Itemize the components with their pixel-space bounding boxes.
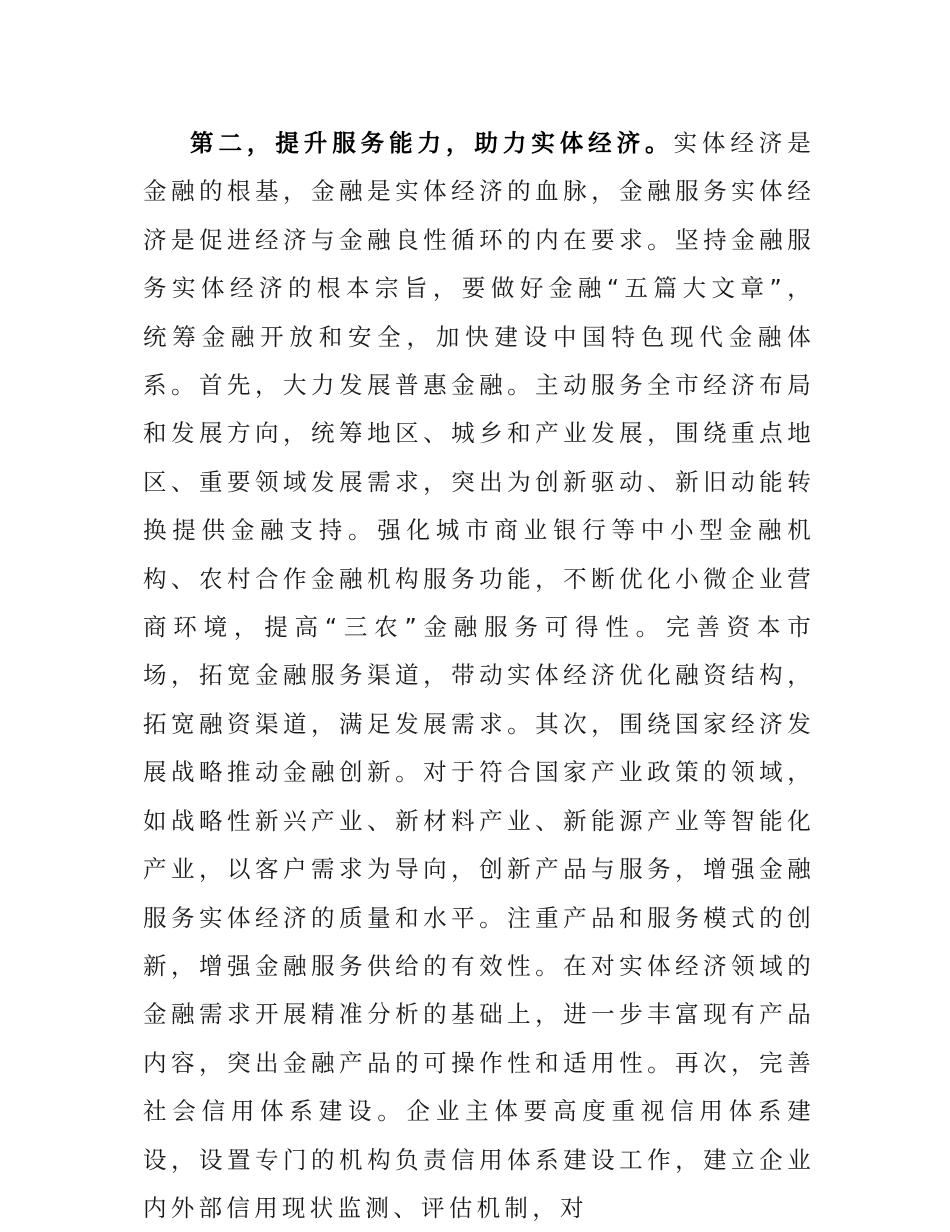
paragraph-body-text: 实体经济是金融的根基，金融是实体经济的血脉，金融服务实体经济是促进经济与金融良性循环的内在要求。坚持金融服务实体经济的根本宗旨，要做好金融“五篇大文章”，统筹金融开放和安全，加快建设中国特色现代金融体系。首先，大力发展普惠金融。主动服务全市经济布局和发展方向，统筹地区、城乡和产业发展，围绕重点地区、重要领域发展需求，突出为创新驱动、新旧动能转换提供金融支持。强化城市商业银行等中小型金融机构、农村合作金融机构服务功能，不断优化小微企业营商环境，提高“三农”金融服务可得性。完善资本市场，拓宽金融服务渠道，带动实体经济优化融资结构，拓宽融资渠道，满足发展需求。其次，围绕国家经济发展战略推动金融创新。对于符合国家产业政策的领域，如战略性新兴产业、新材料产业、新能源产业等智能化产业，以客户需求为导向，创新产品与服务，增强金融服务实体经济的质量和水平。注重产品和服务模式的创新，增强金融服务供给的有效性。在对实体经济领域的金融需求开展精准分析的基础上，进一步丰富现有产品内容，突出金融产品的可操作性和适用性。再次，完善社会信用体系建设。企业主体要高度重视信用体系建设，设置专门的机构负责信用体系建设工作，建立企业内外部信用现状监测、评估机制，对 — [143, 129, 816, 1222]
body-paragraph — [143, 119, 815, 1232]
paragraph-lead-heading: 第二，提升服务能力，助力实体经济。 — [190, 129, 674, 157]
